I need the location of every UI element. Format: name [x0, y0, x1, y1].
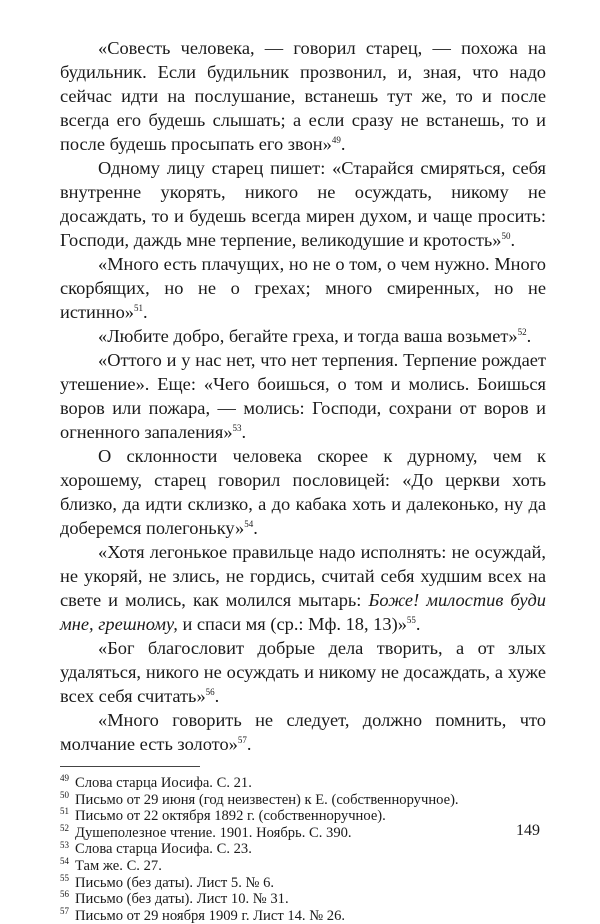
footnote-ref: 56 — [205, 686, 215, 697]
footnote — [60, 905, 546, 924]
footnote-number: 52 — [60, 822, 69, 833]
paragraph-text: «Хотя легонькое правильце надо исполнять: не осуждай, не укоряй, не злись, не гордись, считай себя худшим всех на свете и молись, как молился мытарь: — [60, 542, 546, 610]
footnote — [60, 841, 546, 858]
footnote-ref: 49 — [331, 134, 341, 145]
footnote-number: 54 — [60, 856, 69, 867]
footnote-number: 57 — [60, 905, 69, 916]
footnote — [60, 789, 546, 809]
main-text — [60, 36, 546, 756]
footnote-number: 50 — [60, 789, 69, 800]
footnote-text: Письмо от 29 ноября 1909 г. Лист 14. № 26. — [75, 907, 346, 924]
footnote-text: Письмо от 22 октября 1892 г. (собственноручное). — [75, 808, 386, 825]
paragraph-text: «Оттого и у нас нет, что нет терпения. Терпение рождает утешение». Еще: «Чего боишься, о том и молись. Боишься воров или пожара, — молись: Господи, сохрани от воров и огненного запаления» — [60, 350, 546, 442]
footnote-ref: 52 — [517, 326, 527, 337]
paragraph-text: «Любите добро, бегайте греха, и тогда ваша возьмет» — [98, 326, 518, 346]
paragraph: «Любите добро, бегайте греха, и тогда ваша возьмет»$^{52}$. — [98, 326, 532, 346]
paragraph: О склонности человека скорее к дурному, чем к хорошему, старец говорил пословицей: «До церкви хоть близко, да идти склизко, а до кабака хоть и далеконько, ну да доберемся полегоньку»$^{54}$. — [60, 446, 546, 538]
footnote-text: Слова старца Иосифа. С. 21. — [75, 775, 252, 791]
paragraph: «Совесть человека, — говорил старец, — похожа на будильник. Если будильник прозвонил, и, зная, что надо сейчас идти на послушание, встанешь тут же, то и после всегда его будешь слышать; а если сразу не встанешь, то и после будешь просыпать его звон»$^{49}$. — [60, 38, 546, 154]
footnote-text: Письмо (без даты). Лист 5. № 6. — [75, 874, 275, 891]
footnote — [60, 775, 546, 792]
paragraph-text: «Совесть человека, — говорил старец, — похожа на будильник. Если будильник прозвонил, и, зная, что надо сейчас идти на послушание, встанешь тут же, то и после всегда его будешь слышать; а если сразу не встанешь, то и после будешь просыпать его звон» — [60, 38, 546, 154]
footnote-number: 56 — [60, 889, 69, 900]
paragraph: «Много говорить не следует, должно помнить, что молчание есть золото»$^{57}$. — [60, 710, 546, 754]
footnote-ref: 51 — [133, 302, 143, 313]
footnote-number: 51 — [60, 806, 69, 817]
footnote-text: Там же. С. 27. — [75, 857, 162, 874]
paragraph: «Бог благословит добрые дела творить, а от злых удаляться, никого не осуждать и никому не досаждать, а хуже всех себя считать»$^{56}$. — [60, 638, 546, 706]
footnote — [60, 891, 546, 908]
paragraph: Одному лицу старец пишет: «Старайся смиряться, себя внутренне укорять, никого не осуждать, никому не досаждать, то и будешь всегда мирен духом, и чаще просить: Господи, даждь мне терпение, великодушие и кротость»$^{50}$. — [60, 158, 546, 250]
paragraph: «Много есть плачущих, но не о том, о чем нужно. Много скорбящих, но не о грехах; много смиренных, но не истинно»$^{51}$. — [60, 254, 546, 322]
footnote-ref: 57 — [237, 734, 247, 745]
footnote-divider — [60, 766, 200, 767]
footnote-number: 55 — [60, 872, 69, 883]
footnote-ref: 50 — [501, 230, 511, 241]
paragraph-text: «Бог благословит добрые дела творить, а от злых удаляться, никого не осуждать и никому не досаждать, а хуже всех себя считать» — [60, 638, 546, 706]
page-number: 149 — [516, 822, 540, 839]
italic-quote: Боже! милостив буди мне, грешному, — [60, 590, 546, 634]
footnote-ref: 53 — [232, 422, 242, 433]
footnote-text: Письмо (без даты). Лист 10. № 31. — [75, 891, 289, 908]
footnotes — [60, 775, 546, 924]
footnote-ref: 55 — [406, 614, 416, 625]
footnote-ref: 54 — [244, 518, 254, 529]
footnote — [60, 872, 546, 892]
paragraph-text: «Много говорить не следует, должно помнить, что молчание есть золото» — [60, 710, 546, 754]
paragraph-text: «Много есть плачущих, но не о том, о чем нужно. Много скорбящих, но не о грехах; много смиренных, но не истинно» — [60, 254, 546, 322]
footnote — [60, 858, 546, 875]
paragraph-text: О склонности человека скорее к дурному, чем к хорошему, старец говорил пословицей: «До церкви хоть близко, да идти склизко, а до кабака хоть и далеконько, ну да доберемся полегоньку» — [60, 446, 546, 538]
paragraph: «Хотя легонькое правильце надо исполнять: не осуждай, не укоряй, не злись, не гордись, считай себя худшим всех на свете и молись, как молился мытарь: Боже! милостив буди мне, грешному, и спаси мя (ср.: Мф. 18, 13)»$^{55}$. — [60, 542, 546, 634]
footnote-text: Слова старца Иосифа. С. 23. — [75, 841, 252, 858]
page-body — [60, 36, 546, 924]
footnote-number: 53 — [60, 839, 69, 850]
paragraph-text: и спаси мя (ср.: Мф. 18, 13)» — [177, 614, 407, 634]
footnote-number: 49 — [60, 773, 69, 784]
footnote-text: Душеполезное чтение. 1901. Ноябрь. С. 390. — [75, 824, 352, 841]
paragraph-text: Одному лицу старец пишет: «Старайся смиряться, себя внутренне укорять, никого не осуждать, никому не досаждать, то и будешь всегда мирен духом, и чаще просить: Господи, даждь мне терпение, великодушие и кротость» — [60, 158, 546, 250]
paragraph: «Оттого и у нас нет, что нет терпения. Терпение рождает утешение». Еще: «Чего боишься, о том и молись. Боишься воров или пожара, — молись: Господи, сохрани от воров и огненного запаления»$^{53}$. — [60, 350, 546, 442]
footnote-text: Письмо от 29 июня (год неизвестен) к Е. (собственноручное). — [75, 791, 459, 808]
